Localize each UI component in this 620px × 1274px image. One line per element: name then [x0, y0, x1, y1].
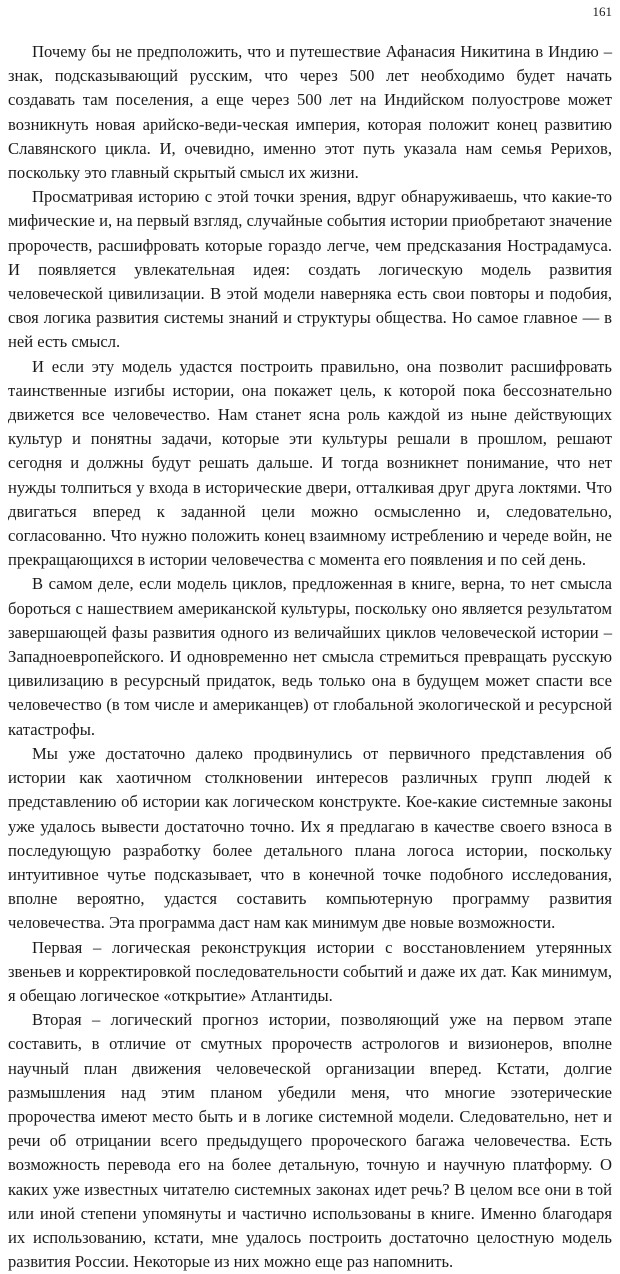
paragraph: И если эту модель удастся построить правильно, она позволит расшифровать таинственные изгибы истории, она покажет цель, к которой пока бессознательно движется все человечество. Нам станет ясна роль каждой из ныне действующих культур и понятны задачи, которые эти культуры решали в прошлом, решают сегодня и должны будут решать дальше. И тогда возникнет понимание, что нет нужды толпиться у входа в исторические двери, отталкивая друг друга локтями. Что двигаться вперед к заданной цели можно осмысленно и, следовательно, согласованно. Что нужно положить конец взаимному истреблению и череде войн, не прекращающихся в истории человечества с момента его появления и по сей день.	[8, 356, 612, 570]
paragraph: Вторая – логический прогноз истории, позволяющий уже на первом этапе составить, в отличие от смутных пророчеств астрологов и визионеров, вполне научный план движения человеческой организации вперед. Кстати, долгие размышления над этим планом убедили меня, что многие эзотерические пророчества имеют место быть и в логике системной модели. Следовательно, нет и речи об отрицании всего предыдущего пророческого багажа человечества. Есть возможность перевода его на более детальную, точную и научную платформу. О каких уже известных читателю системных законах идет речь? В целом все они в той или иной степени упомянуты и частично использованы в книге. Именно благодаря их использованию, кстати, мне удалось построить достаточно целостную модель развития России. Некоторые из них можно еще раз напомнить.	[8, 1010, 612, 1272]
paragraph: Мы уже достаточно далеко продвинулись от первичного представления об истории как хаотичном столкновении интересов различных групп людей к представлению об истории как логическом конструкте. Кое-какие системные законы уже удалось вывести достаточно точно. Их я предлагаю в качестве своего взноса в последующую разработку более детального плана логоса истории, поскольку интуитивное чутье подсказывает, что в конечной точке подобного исследования, вполне вероятно, удастся составить компьютерную программу развития человечества. Эта программа даст нам как минимум две новые возможности.	[8, 743, 612, 933]
page-number: 161	[592, 4, 612, 19]
paragraph: Первая – логическая реконструкция истории с восстановлением утерянных звеньев и корректировкой последовательности событий и даже их дат. Как минимум, я обещаю логическое «открытие» Атлантиды.	[8, 937, 612, 1005]
paragraph: Просматривая историю с этой точки зрения, вдруг обнаруживаешь, что какие-то мифические и, на первый взгляд, случайные события истории приобретают значение пророчеств, расшифровать которые гораздо легче, чем предсказания Нострадамуса. И появляется увлекательная идея: создать логическую модель развития человеческой цивилизации. В этой модели наверняка есть свои повторы и подобия, своя логика развития системы знаний и структуры общества. Но самое главное — в ней есть смысл.	[8, 187, 612, 352]
text-body	[8, 40, 612, 1274]
paragraph: В самом деле, если модель циклов, предложенная в книге, верна, то нет смысла бороться с нашествием американской культуры, поскольку оно является результатом завершающей фазы развития одного из величайших циклов человеческой истории – Западноевропейского. И одновременно нет смысла стремиться превращать русскую цивилизацию в ресурсный придаток, ведь только она в будущем может спасти все человечество (в том числе и американцев) от глобальной экологической и ресурсной катастрофы.	[8, 574, 612, 739]
paragraph: Почему бы не предположить, что и путешествие Афанасия Никитина в Индию – знак, подсказывающий русским, что через 500 лет необходимо будет начать создавать там поселения, а еще через 500 лет на Индийском полуострове может возникнуть новая арийско-веди-ческая империя, которая положит конец развитию Славянского цикла. И, очевидно, именно этот путь указала нам семья Рерихов, поскольку это главный скрытый смысл их жизни.	[8, 42, 612, 183]
